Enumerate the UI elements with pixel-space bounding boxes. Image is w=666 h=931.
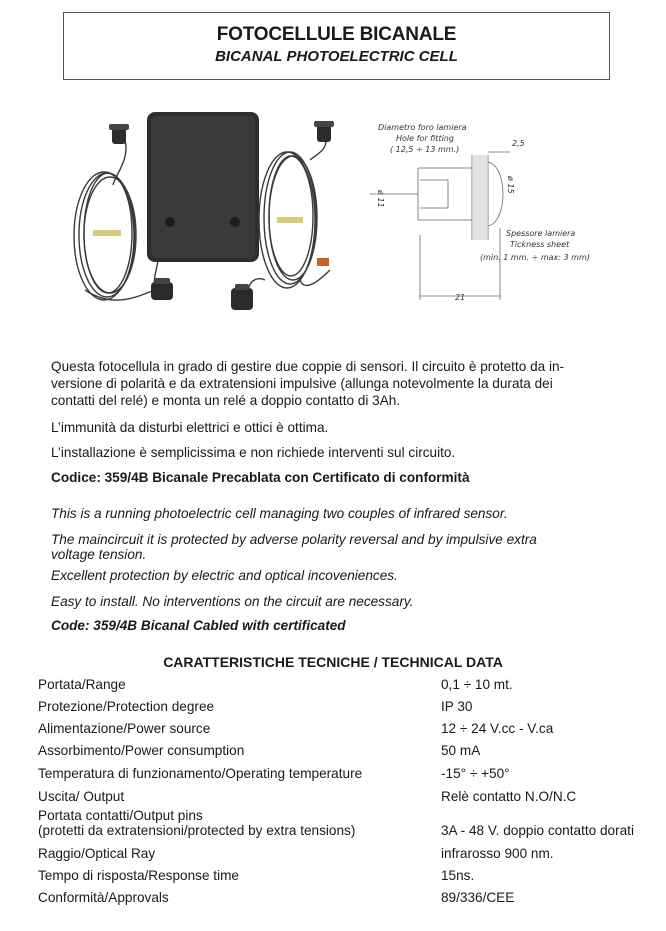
product-photo	[55, 100, 355, 330]
italian-p1-line1: Questa fotocellula in grado di gestire due coppie di sensori. Il circuito è protetto da in-	[51, 359, 565, 374]
spec-label: Uscita/ Output	[38, 789, 125, 804]
italian-paragraph-3: L’installazione è semplicissima e non richiede interventi sul circuito.	[51, 445, 456, 460]
english-paragraph-1: This is a running photoelectric cell managing two couples of infrared sensor.	[51, 506, 508, 521]
english-paragraph-3: Excellent protection by electric and optical incoveniences.	[51, 568, 398, 583]
spec-value: 89/336/CEE	[441, 890, 515, 905]
spec-label: Raggio/Optical Ray	[38, 846, 156, 861]
page-title: FOTOCELLULE BICANALE	[216, 24, 457, 45]
spec-label-line1: Portata contatti/Output pins	[38, 808, 203, 823]
spec-label	[38, 808, 438, 838]
thick-label-3: (min. 1 mm. ÷ max: 3 mm)	[480, 253, 590, 262]
hole-label-3: ( 12,5 ÷ 13 mm.)	[390, 145, 460, 154]
spec-value: Relè contatto N.O/N.C	[441, 789, 577, 804]
english-paragraph-4: Easy to install. No interventions on the circuit are necessary.	[51, 594, 414, 609]
spec-label: Alimentazione/Power source	[38, 721, 211, 736]
italian-paragraph-1	[51, 358, 631, 409]
spec-value: 12 ÷ 24 V.cc - V.ca	[441, 721, 554, 736]
thick-label-2: Tickness sheet	[510, 240, 570, 249]
spec-value: IP 30	[441, 699, 473, 714]
technical-drawing	[360, 110, 620, 320]
spec-label: Temperatura di funzionamento/Operating temperature	[38, 766, 363, 781]
english-p2-line2: voltage tension.	[51, 547, 147, 562]
tie-band	[93, 230, 121, 236]
sheet-section	[472, 155, 488, 240]
thick-label-1: Spessore lamiera	[506, 229, 576, 238]
spec-value: 3A - 48 V. doppio contatto dorati	[441, 823, 634, 838]
spec-label: Portata/Range	[38, 677, 126, 692]
italian-p1-line2: versione di polarità e da extratensioni impulsive (allunga notevolmente la durata dei	[51, 376, 553, 391]
spec-label: Protezione/Protection degree	[38, 699, 215, 714]
dim-15: ø 15	[506, 176, 515, 194]
tech-data-title: CARATTERISTICHE TECNICHE / TECHNICAL DATA	[163, 654, 503, 670]
connector	[317, 258, 329, 266]
tie-band	[277, 217, 303, 223]
control-box	[147, 112, 259, 262]
english-paragraph-2	[51, 532, 631, 562]
english-p2-line1: The maincircuit it is protected by adverse polarity reversal and by impulsive extra	[51, 532, 537, 547]
page-subtitle: BICANAL PHOTOELECTRIC CELL	[215, 48, 458, 65]
spec-value: 15ns.	[441, 868, 475, 883]
spec-label: Conformità/Approvals	[38, 890, 169, 905]
sensor-right-top	[314, 121, 334, 142]
sensor-right-bottom	[231, 284, 253, 310]
italian-p1-line3: contatti del relé) e monta un relé a doppio contatto di 3Ah.	[51, 393, 401, 408]
spec-value: infrarosso 900 nm.	[441, 846, 554, 861]
sensor-left-bottom	[151, 278, 173, 300]
italian-paragraph-2: L’immunità da disturbi elettrici e ottici è ottima.	[51, 420, 329, 435]
dim-21: 21	[455, 293, 466, 302]
spec-value: 0,1 ÷ 10 mt.	[441, 677, 513, 692]
spec-value: -15° ÷ +50°	[441, 766, 510, 781]
dim-11: ø 11	[376, 190, 385, 208]
sensor-left-top	[109, 124, 129, 144]
spec-label-line2: (protetti da extratensioni/protected by extra tensions)	[38, 823, 356, 838]
hole-label-2: Hole for fitting	[396, 134, 454, 143]
title-box	[63, 12, 610, 80]
spec-label: Tempo di risposta/Response time	[38, 868, 239, 883]
dim-2-5: 2,5	[512, 139, 525, 148]
spec-label: Assorbimento/Power consumption	[38, 743, 245, 758]
english-code: Code: 359/4B Bicanal Cabled with certificated	[51, 618, 346, 633]
italian-code: Codice: 359/4B Bicanale Precablata con Certificato di conformità	[51, 470, 470, 485]
spec-value: 50 mA	[441, 743, 481, 758]
hole-label-1: Diametro foro lamiera	[378, 123, 467, 132]
